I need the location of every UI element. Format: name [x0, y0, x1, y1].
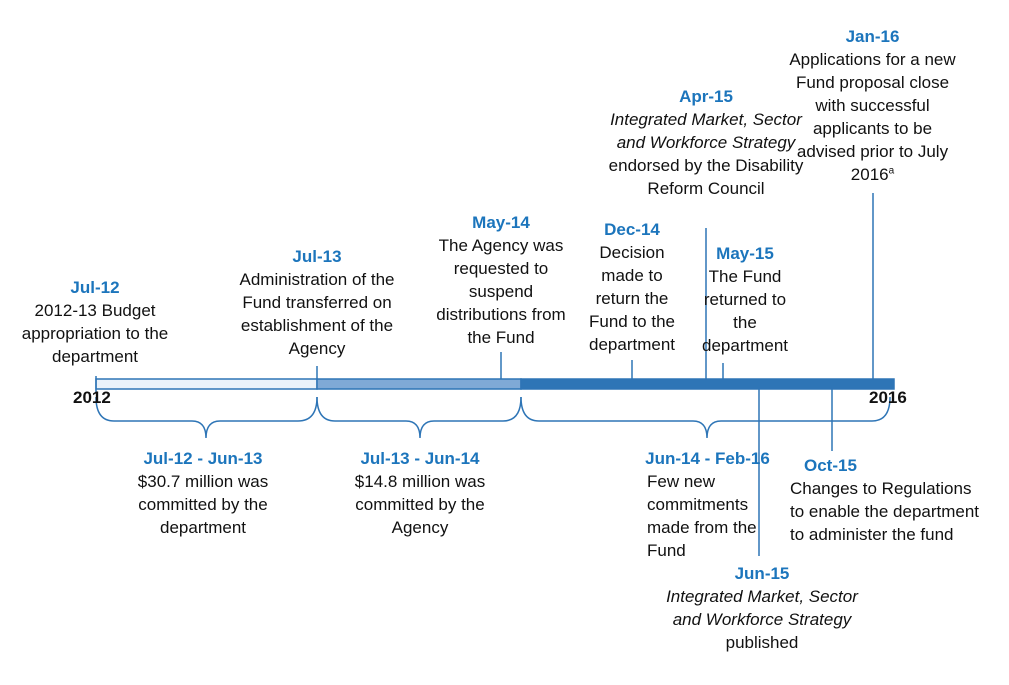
- event-date: Jan-16: [845, 27, 900, 46]
- period-3: [635, 447, 780, 562]
- period-range: Jul-12 - Jun-13: [143, 449, 263, 468]
- timeline-segment-department: [96, 379, 317, 389]
- event-text-rest: endorsed by the Disability Reform Council: [608, 156, 804, 198]
- event-jul-12: [20, 276, 170, 368]
- event-date: May-14: [472, 213, 530, 232]
- event-oct-15: [790, 454, 990, 546]
- brace-period-2: [317, 397, 521, 438]
- event-apr-15: [606, 85, 806, 200]
- period-1: [118, 447, 288, 539]
- event-text-rest: published: [725, 633, 799, 652]
- strategy-title: Integrated Market, Sector and Workforce Strategy: [666, 587, 858, 629]
- event-date: Oct-15: [804, 456, 857, 475]
- event-may-15: [693, 242, 797, 357]
- event-jun-15: [662, 562, 862, 654]
- year-end-label: 2016: [869, 388, 907, 407]
- event-dec-14: [578, 218, 686, 356]
- event-date: Dec-14: [604, 220, 660, 239]
- event-date: Apr-15: [679, 87, 733, 106]
- period-range: Jun-14 - Feb-16: [645, 449, 770, 468]
- period-text: $30.7 million was committed by the department: [137, 472, 269, 537]
- event-date: Jun-15: [734, 564, 790, 583]
- footnote-marker: a: [888, 165, 895, 177]
- event-date: Jul-13: [292, 247, 342, 266]
- period-text: $14.8 million was committed by the Agency: [354, 472, 486, 537]
- strategy-title: Integrated Market, Sector and Workforce Strategy: [610, 110, 802, 152]
- event-text: 2012-13 Budget appropriation to the department: [21, 301, 169, 366]
- event-may-14: [436, 211, 566, 349]
- event-jul-13: [225, 245, 409, 360]
- event-text: [606, 108, 806, 200]
- period-range: Jul-13 - Jun-14: [360, 449, 480, 468]
- brace-period-3: [521, 397, 890, 438]
- event-text: [785, 48, 960, 186]
- event-date: Jul-12: [70, 278, 120, 297]
- event-text: Changes to Regulations to enable the department to administer the fund: [790, 479, 980, 544]
- event-date: May-15: [716, 244, 774, 263]
- brace-period-1: [96, 397, 317, 438]
- year-start-label: 2012: [73, 388, 111, 407]
- timeline-segment-agency: [317, 379, 521, 389]
- event-text: The Agency was requested to suspend distributions from the Fund: [436, 236, 566, 347]
- timeline-segment-return: [521, 379, 894, 389]
- event-text: [662, 585, 862, 654]
- event-jan-16: [785, 25, 960, 186]
- period-text: Few new commitments made from the Fund: [647, 472, 757, 560]
- event-text: Administration of the Fund transferred on establishment of the Agency: [239, 270, 395, 358]
- event-text: The Fund returned to the department: [702, 267, 788, 355]
- event-text-main: Applications for a new Fund proposal close with successful applicants to be advised prior to July 2016: [789, 50, 956, 184]
- period-2: [340, 447, 500, 539]
- event-text: Decision made to return the Fund to the department: [588, 243, 675, 354]
